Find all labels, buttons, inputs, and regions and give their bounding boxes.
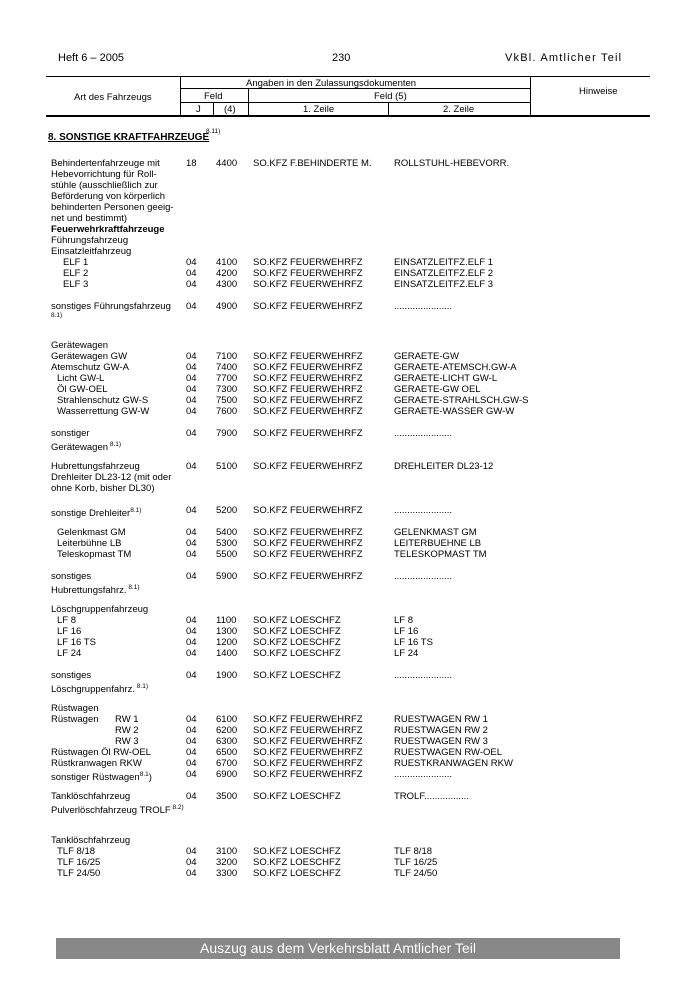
row-line1: SO.KFZ FEUERWEHRFZ bbox=[253, 735, 363, 747]
row-code: 7300 bbox=[216, 383, 238, 395]
row-code: 1200 bbox=[216, 636, 238, 648]
row-line1: SO.KFZ FEUERWEHRFZ bbox=[253, 427, 363, 439]
row-code: 4400 bbox=[216, 158, 238, 169]
row-code: 7900 bbox=[216, 427, 238, 439]
row-code: 6200 bbox=[216, 724, 238, 736]
row-line1: SO.KFZ LOESCHFZ bbox=[253, 625, 341, 637]
footer-banner: Auszug aus dem Verkehrsblatt Amtlicher Teil bbox=[56, 938, 620, 959]
row-label: sonstiges bbox=[51, 669, 92, 681]
row-line1: SO.KFZ FEUERWEHRFZ bbox=[253, 301, 363, 312]
row-j: 04 bbox=[186, 768, 197, 780]
row-code: 1900 bbox=[216, 669, 238, 681]
row-code: 4300 bbox=[216, 279, 238, 290]
row-j: 04 bbox=[186, 301, 197, 312]
row-code: 1300 bbox=[216, 625, 238, 637]
row-line2: ...................... bbox=[394, 570, 453, 582]
row-j: 04 bbox=[186, 845, 197, 857]
row-j: 04 bbox=[186, 383, 197, 395]
row-j: 04 bbox=[186, 394, 197, 406]
row-line2: GERAETE-STRAHLSCH.GW-S bbox=[394, 394, 529, 406]
row-label: sonstiger Rüstwagen$^{8.1}$) bbox=[51, 770, 152, 783]
row-label: Gelenkmast GM bbox=[57, 526, 126, 538]
row-code: 6300 bbox=[216, 735, 238, 747]
row-line1: SO.KFZ FEUERWEHRFZ bbox=[253, 361, 363, 373]
row-line1: SO.KFZ FEUERWEHRFZ bbox=[253, 724, 363, 736]
row-j: 04 bbox=[186, 350, 197, 362]
row-line2: GERAETE-WASSER GW-W bbox=[394, 405, 515, 417]
row-label: stühle (ausschließlich zur bbox=[51, 180, 158, 191]
row-label: Führungsfahrzeug bbox=[51, 235, 129, 246]
row-code: 7500 bbox=[216, 394, 238, 406]
row-j: 04 bbox=[186, 279, 197, 290]
section-title: 8. SONSTIGE KRAFTFAHRZEUGE bbox=[48, 132, 210, 143]
row-code: 5200 bbox=[216, 504, 238, 516]
row-j: 04 bbox=[186, 790, 197, 802]
row-line1: SO.KFZ LOESCHFZ bbox=[253, 669, 341, 681]
table-header bbox=[46, 76, 650, 116]
row-label: ELF 1 bbox=[63, 257, 89, 268]
col-line1: 1. Zeile bbox=[303, 104, 335, 115]
row-j: 04 bbox=[186, 669, 197, 681]
row-j: 04 bbox=[186, 625, 197, 637]
row-label: net und bestimmt) bbox=[51, 213, 128, 224]
row-line1: SO.KFZ FEUERWEHRFZ bbox=[253, 460, 363, 472]
row-line2: LF 16 bbox=[394, 625, 419, 637]
row-line2: TLF 16/25 bbox=[394, 856, 438, 868]
row-label: Rüstwagen Öl RW-OEL bbox=[51, 746, 151, 758]
row-j: 04 bbox=[186, 867, 197, 879]
row-label: Gerätewagen bbox=[51, 339, 109, 351]
row-line1: SO.KFZ FEUERWEHRFZ bbox=[253, 372, 363, 384]
row-line2: GERAETE-ATEMSCH.GW-A bbox=[394, 361, 517, 373]
row-line2: GERAETE-GW bbox=[394, 350, 459, 362]
row-label: LF 24 bbox=[57, 647, 82, 659]
row-code: 6500 bbox=[216, 746, 238, 758]
row-line2: ...................... bbox=[394, 504, 453, 516]
row-label: Hubrettungsfahrz. $^{8.1)}$ bbox=[51, 583, 140, 596]
row-code: 5500 bbox=[216, 548, 238, 560]
row-label: TLF 24/50 bbox=[57, 867, 101, 879]
row-line2: LF 24 bbox=[394, 647, 419, 659]
row-j: 04 bbox=[186, 614, 197, 626]
row-label: Tanklöschfahrzeug bbox=[51, 834, 131, 846]
row-line2: ...................... bbox=[394, 301, 453, 312]
row-label: sonstiger bbox=[51, 427, 90, 439]
row-label: Hebevorrichtung für Roll- bbox=[51, 169, 157, 180]
row-code: 6100 bbox=[216, 713, 238, 725]
row-label: LF 8 bbox=[57, 614, 77, 626]
row-code: 3500 bbox=[216, 790, 238, 802]
row-j: 04 bbox=[186, 548, 197, 560]
row-code: 1100 bbox=[216, 614, 237, 626]
row-label: Gerätewagen $^{8.1)}$ bbox=[51, 440, 122, 453]
row-code: 5900 bbox=[216, 570, 238, 582]
row-line2: EINSATZLEITFZ.ELF 2 bbox=[394, 268, 494, 279]
row-label: ohne Korb, bisher DL30) bbox=[51, 482, 155, 494]
row-label: LF 16 TS bbox=[57, 636, 96, 648]
col-feld: Feld bbox=[204, 91, 223, 102]
row-code: 7600 bbox=[216, 405, 238, 417]
row-code: 3300 bbox=[216, 867, 238, 879]
row-line1: SO.KFZ LOESCHFZ bbox=[253, 790, 341, 802]
row-label: Wasserrettung GW-W bbox=[57, 405, 150, 417]
row-j: 04 bbox=[186, 570, 197, 582]
row-line2: TLF 8/18 bbox=[394, 845, 433, 857]
row-j: 04 bbox=[186, 460, 197, 472]
row-j: 04 bbox=[186, 856, 197, 868]
row-code: 4100 bbox=[216, 257, 238, 268]
col-hinweise: Hinweise bbox=[579, 86, 618, 97]
row-line2: TLF 24/50 bbox=[394, 867, 438, 879]
row-label: Rüstwagen bbox=[51, 702, 99, 714]
row-label: behinderten Personen geeig- bbox=[51, 202, 174, 213]
col-feld5: Feld (5) bbox=[374, 91, 407, 102]
row-line2: GELENKMAST GM bbox=[394, 526, 477, 538]
row-j: 04 bbox=[186, 504, 197, 516]
row-label: sonstiges bbox=[51, 570, 92, 582]
row-code: 7100 bbox=[216, 350, 238, 362]
row-j: 04 bbox=[186, 647, 197, 659]
row-label: sonstige Drehleiter$^{8.1)}$ bbox=[51, 506, 142, 519]
col-4: (4) bbox=[224, 104, 236, 115]
row-line2: DREHLEITER DL23-12 bbox=[394, 460, 494, 472]
row-j: 04 bbox=[186, 724, 197, 736]
row-label: Licht GW-L bbox=[57, 372, 105, 384]
row-line1: SO.KFZ FEUERWEHRFZ bbox=[253, 537, 363, 549]
row-line2: EINSATZLEITFZ.ELF 1 bbox=[394, 257, 494, 268]
row-label: Hubrettungsfahrzeug bbox=[51, 460, 140, 472]
row-label: Rüstwagen bbox=[51, 713, 99, 725]
row-label: sonstiges Führungsfahrzeug bbox=[51, 301, 171, 312]
col-line2: 2. Zeile bbox=[443, 104, 475, 115]
row-label: Löschgruppenfahrzeug bbox=[51, 603, 149, 615]
row-line1: SO.KFZ FEUERWEHRFZ bbox=[253, 713, 363, 725]
row-j: 04 bbox=[186, 427, 197, 439]
row-label: TLF 16/25 bbox=[57, 856, 101, 868]
col-group-title: Angaben in den Zulassungsdokumenten bbox=[246, 78, 417, 89]
row-line1: SO.KFZ LOESCHFZ bbox=[253, 845, 341, 857]
row-line2: GERAETE-GW OEL bbox=[394, 383, 481, 395]
page-header-right: VkBl. Amtlicher Teil bbox=[505, 52, 623, 64]
row-line2: GERAETE-LICHT GW-L bbox=[394, 372, 498, 384]
row-line1: SO.KFZ FEUERWEHRFZ bbox=[253, 383, 363, 395]
row-line2: LF 16 TS bbox=[394, 636, 433, 648]
row-line1: SO.KFZ LOESCHFZ bbox=[253, 636, 341, 648]
row-code: 7400 bbox=[216, 361, 238, 373]
row-label: Beförderung von körperlich bbox=[51, 191, 166, 202]
row-label: Pulverlöschfahrzeug TROLF $^{8.2)}$ bbox=[51, 803, 184, 816]
row-line2: TELESKOPMAST TM bbox=[394, 548, 487, 560]
row-j: 04 bbox=[186, 268, 197, 279]
row-label: Rüstkranwagen RKW bbox=[51, 757, 142, 769]
row-line2: ...................... bbox=[394, 768, 453, 780]
row-line1: SO.KFZ FEUERWEHRFZ bbox=[253, 405, 363, 417]
row-line2: EINSATZLEITFZ.ELF 3 bbox=[394, 279, 494, 290]
row-label: ELF 3 bbox=[63, 279, 89, 290]
row-line2: RUESTWAGEN RW 1 bbox=[394, 713, 488, 725]
row-code: 6900 bbox=[216, 768, 238, 780]
row-line2: TROLF................. bbox=[394, 790, 469, 802]
row-line1: SO.KFZ FEUERWEHRFZ bbox=[253, 526, 363, 538]
row-line2: RUESTKRANWAGEN RKW bbox=[394, 757, 513, 769]
row-code: 1400 bbox=[216, 647, 238, 659]
row-code: 7700 bbox=[216, 372, 238, 384]
col-vehicle-type: Art des Fahrzeugs bbox=[74, 92, 152, 103]
row-line1: SO.KFZ LOESCHFZ bbox=[253, 867, 341, 879]
row-label: Drehleiter DL23-12 (mit oder bbox=[51, 471, 172, 483]
row-sublabel: RW 2 bbox=[115, 724, 139, 736]
row-label: Behindertenfahrzeuge mit bbox=[51, 158, 160, 169]
row-label: Atemschutz GW-A bbox=[51, 361, 129, 373]
row-line1: SO.KFZ FEUERWEHRFZ bbox=[253, 268, 363, 279]
row-line2: ROLLSTUHL-HEBEVORR. bbox=[394, 158, 510, 169]
row-code: 5300 bbox=[216, 537, 238, 549]
row-line1: SO.KFZ LOESCHFZ bbox=[253, 614, 341, 626]
row-j: 18 bbox=[186, 158, 197, 169]
row-label: Strahlenschutz GW-S bbox=[57, 394, 149, 406]
page-number: 230 bbox=[332, 52, 351, 64]
row-label: Öl GW-OEL bbox=[57, 383, 108, 395]
row-label: Löschgruppenfahrz. $^{8.1)}$ bbox=[51, 682, 148, 695]
row-line1: SO.KFZ LOESCHFZ bbox=[253, 647, 341, 659]
row-line1: SO.KFZ F.BEHINDERTE M. bbox=[253, 158, 372, 169]
row-j: 04 bbox=[186, 636, 197, 648]
page-header-left: Heft 6 – 2005 bbox=[58, 52, 125, 64]
row-line1: SO.KFZ FEUERWEHRFZ bbox=[253, 570, 363, 582]
row-line2: RUESTWAGEN RW-OEL bbox=[394, 746, 503, 758]
row-line1: SO.KFZ LOESCHFZ bbox=[253, 856, 341, 868]
row-j: 04 bbox=[186, 526, 197, 538]
row-line1: SO.KFZ FEUERWEHRFZ bbox=[253, 394, 363, 406]
row-line2: RUESTWAGEN RW 2 bbox=[394, 724, 488, 736]
row-j: 04 bbox=[186, 405, 197, 417]
row-label: Teleskopmast TM bbox=[57, 548, 132, 560]
row-line1: SO.KFZ FEUERWEHRFZ bbox=[253, 257, 363, 268]
row-sublabel: RW 1 bbox=[115, 713, 139, 725]
row-j: 04 bbox=[186, 735, 197, 747]
row-footnote: 8.1) bbox=[51, 312, 63, 319]
row-line1: SO.KFZ FEUERWEHRFZ bbox=[253, 279, 363, 290]
row-line1: SO.KFZ FEUERWEHRFZ bbox=[253, 504, 363, 516]
row-code: 6700 bbox=[216, 757, 238, 769]
row-code: 4900 bbox=[216, 301, 238, 312]
row-code: 3200 bbox=[216, 856, 238, 868]
row-j: 04 bbox=[186, 713, 197, 725]
row-line1: SO.KFZ FEUERWEHRFZ bbox=[253, 548, 363, 560]
row-j: 04 bbox=[186, 372, 197, 384]
row-label: Einsatzleitfahrzeug bbox=[51, 246, 132, 257]
row-sublabel: RW 3 bbox=[115, 735, 139, 747]
row-line2: ...................... bbox=[394, 427, 453, 439]
row-j: 04 bbox=[186, 361, 197, 373]
row-j: 04 bbox=[186, 746, 197, 758]
row-line2: LF 8 bbox=[394, 614, 414, 626]
row-j: 04 bbox=[186, 757, 197, 769]
row-line1: SO.KFZ FEUERWEHRFZ bbox=[253, 746, 363, 758]
row-label: ELF 2 bbox=[63, 268, 89, 279]
row-label: Leiterbühne LB bbox=[57, 537, 122, 549]
row-line2: RUESTWAGEN RW 3 bbox=[394, 735, 488, 747]
row-j: 04 bbox=[186, 537, 197, 549]
row-label: Feuerwehrkraftfahrzeuge bbox=[51, 224, 165, 235]
row-code: 3100 bbox=[216, 845, 238, 857]
row-label: LF 16 bbox=[57, 625, 82, 637]
row-label: Tanklöschfahrzeug bbox=[51, 790, 131, 802]
row-label: Gerätewagen GW bbox=[51, 350, 128, 362]
row-code: 5400 bbox=[216, 526, 238, 538]
row-j: 04 bbox=[186, 257, 197, 268]
row-line2: ...................... bbox=[394, 669, 453, 681]
row-line1: SO.KFZ FEUERWEHRFZ bbox=[253, 757, 363, 769]
section-note: 8.11) bbox=[206, 128, 221, 135]
row-line1: SO.KFZ FEUERWEHRFZ bbox=[253, 350, 363, 362]
row-line1: SO.KFZ FEUERWEHRFZ bbox=[253, 768, 363, 780]
row-label: TLF 8/18 bbox=[57, 845, 96, 857]
row-line2: LEITERBUEHNE LB bbox=[394, 537, 482, 549]
row-code: 4200 bbox=[216, 268, 238, 279]
col-j: J bbox=[196, 104, 201, 115]
row-code: 5100 bbox=[216, 460, 238, 472]
